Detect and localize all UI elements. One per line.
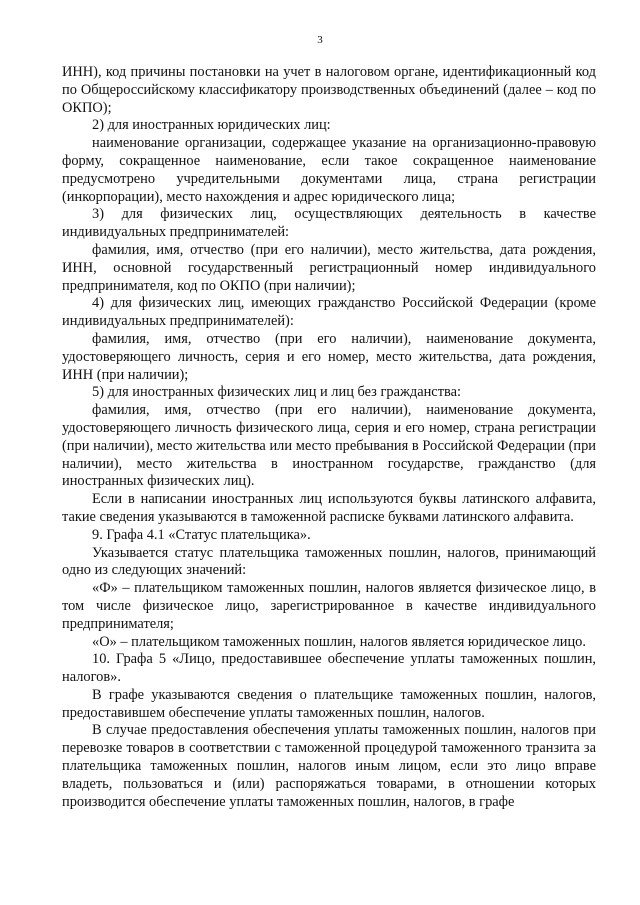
paragraph-foreign-individuals-heading: 5) для иностранных физических лиц и лиц без гражданства:	[92, 384, 461, 401]
paragraph-individual-entrepreneurs-heading: 3) для физических лиц, осуществляющих деятельность в качестве индивидуальных предпринимателей:	[62, 206, 596, 241]
paragraph-section-10-info: В графе указываются сведения о плательщике таможенных пошлин, налогов, предоставившем обеспечение уплаты таможенных пошлин, налогов.	[62, 686, 596, 721]
paragraph-transit-security: В случае предоставления обеспечения уплаты таможенных пошлин, налогов при перевозке товаров в соответствии с таможенной процедурой таможенного транзита за плательщика таможенных пошлин, налогов иным лицом, если это лицо вправе владеть, пользоваться и (или) распоряжаться товарами, в отношении которых производится обеспечение уплаты таможенных пошлин, налогов, в графе	[62, 722, 596, 810]
paragraph-section-10-title: 10. Графа 5 «Лицо, предоставившее обеспечение уплаты таможенных пошлин, налогов».	[62, 651, 596, 686]
paragraph-status-f: «Ф» – плательщиком таможенных пошлин, налогов является физическое лицо, в том числе физическое лицо, зарегистрированное в качестве индивидуального предпринимателя;	[62, 580, 596, 632]
paragraph-foreign-legal-entities-heading: 2) для иностранных юридических лиц:	[92, 117, 331, 134]
paragraph-foreign-legal-entities-details: наименование организации, содержащее указание на организационно-правовую форму, сокращенное наименование, если такое сокращенное наименование предусмотрено учредительными документами лица, страна регистрации (инкорпорации), место нахождения и адрес юридического лица;	[62, 135, 596, 205]
paragraph-foreign-individuals-details: фамилия, имя, отчество (при его наличии), наименование документа, удостоверяющего личность физического лица, серия и его номер, страна регистрации (при наличии), место жительства или место пребывания в Российской Федерации (при наличии), место жительства в иностранном государстве, гражданство (для иностранных физических лиц).	[62, 402, 596, 490]
paragraph-individual-entrepreneurs-details: фамилия, имя, отчество (при его наличии), место жительства, дата рождения, ИНН, основной государственный регистрационный номер индивидуального предпринимателя, код по ОКПО (при наличии);	[62, 241, 596, 294]
paragraph-status-o: «О» – плательщиком таможенных пошлин, налогов является юридическое лицо.	[92, 633, 586, 650]
page-number: 3	[317, 34, 323, 46]
paragraph-payer-status-intro: Указывается статус плательщика таможенных пошлин, налогов, принимающий одно из следующих значений:	[62, 544, 596, 579]
paragraph-section-9-title: 9. Графа 4.1 «Статус плательщика».	[92, 526, 311, 543]
document-body	[62, 64, 596, 811]
paragraph-russian-citizens-heading: 4) для физических лиц, имеющих гражданство Российской Федерации (кроме индивидуальных предпринимателей):	[62, 295, 596, 330]
paragraph-latin-alphabet-note: Если в написании иностранных лиц используются буквы латинского алфавита, такие сведения указываются в таможенной расписке буквами латинского алфавита.	[62, 491, 596, 525]
paragraph-continuation: ИНН), код причины постановки на учет в налоговом органе, идентификационный код по Общероссийскому классификатору производственных объединений (далее – код по ОКПО);	[62, 64, 596, 116]
paragraph-russian-citizens-details: фамилия, имя, отчество (при его наличии), наименование документа, удостоверяющего личность, серия и его номер, место жительства, дата рождения, ИНН (при наличии);	[62, 330, 596, 383]
